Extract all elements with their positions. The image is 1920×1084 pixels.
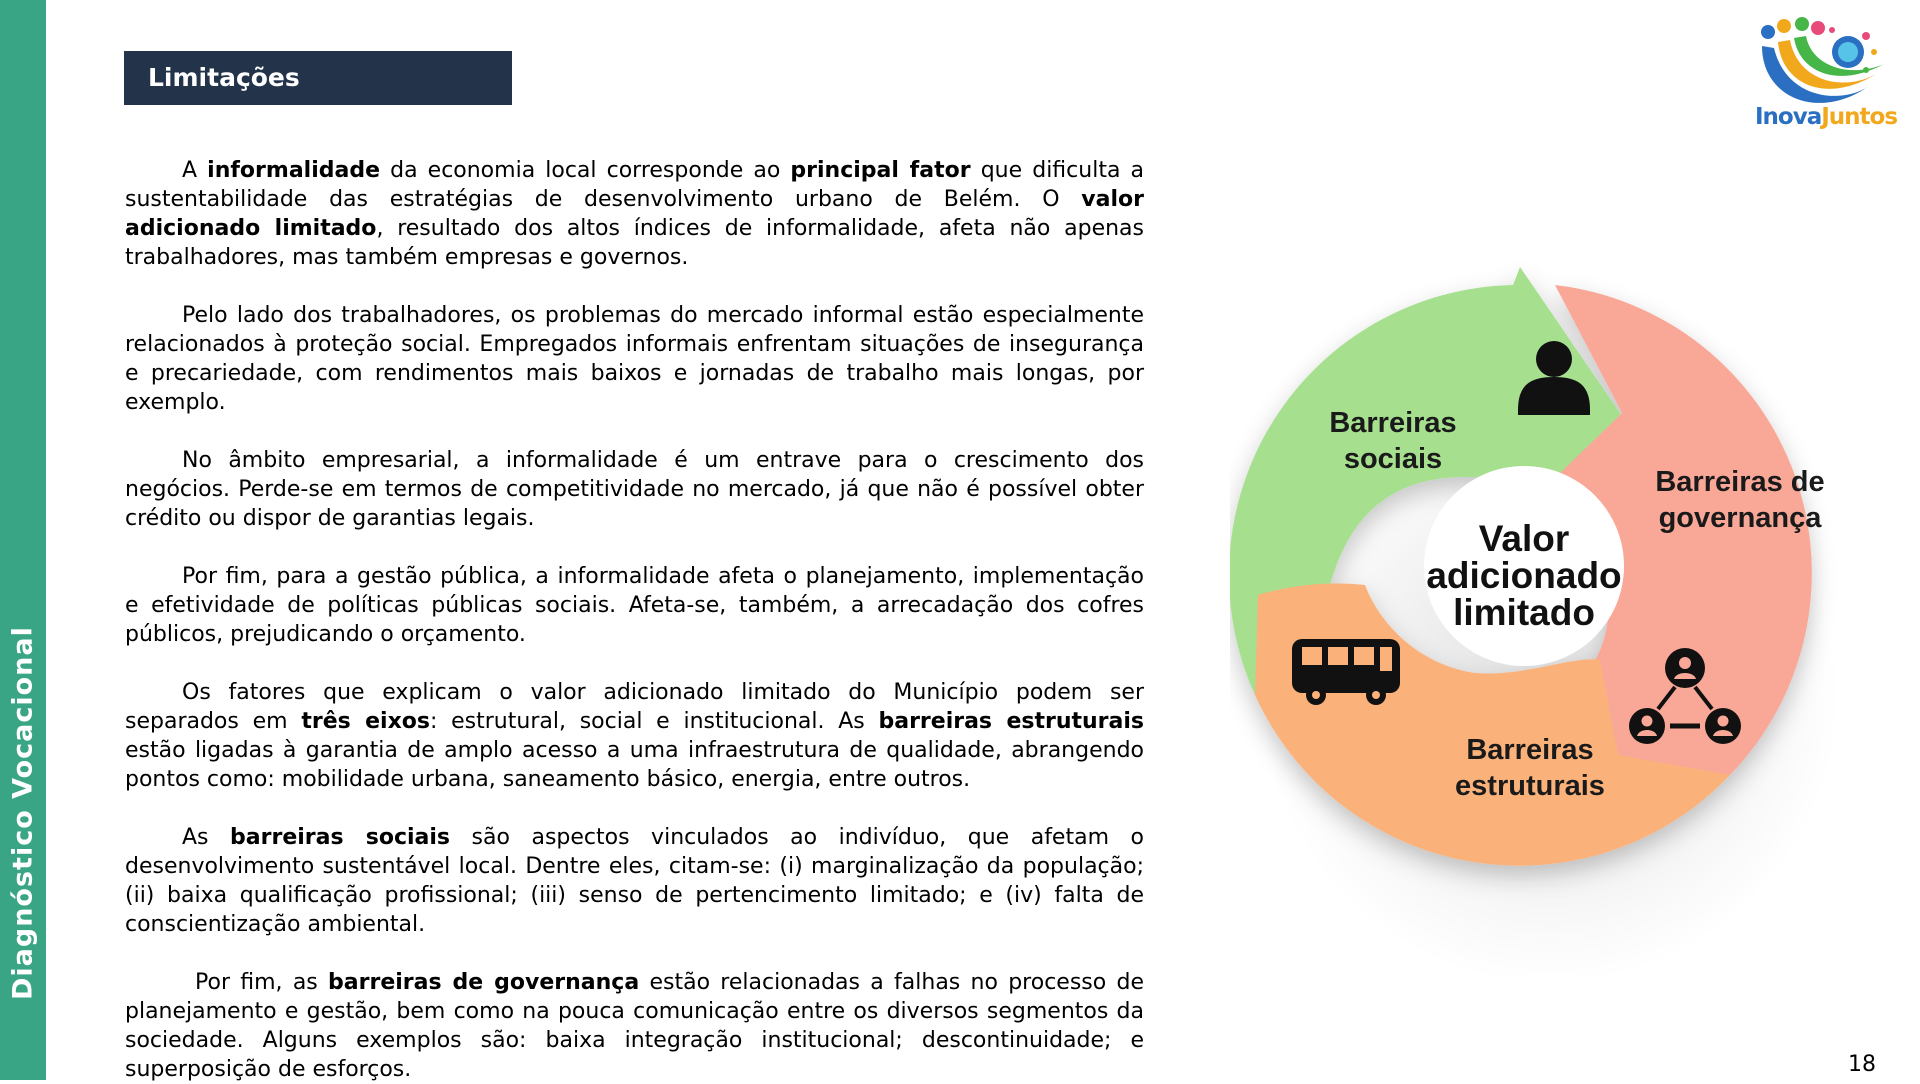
paragraph <box>125 446 1144 533</box>
text-run: são aspectos vinculados ao indivíduo, que afetam o desenvolvimento sustentável local. Dentre eles, citam-se: (i) marginalização da população; (ii) baixa qualificação profissional; (iii) senso de pertencimento limitado; e (iv) falta de conscientização ambiental. <box>125 825 1144 937</box>
text-run: As <box>182 825 231 850</box>
logo-text: InovaJuntos <box>1754 104 1898 130</box>
text-run: Pelo lado dos trabalhadores, os problemas do mercado informal estão especialmente relacionados à proteção social. Empregados informais enfrentam situações de insegurança e precariedade, com rendimentos mais baixos e jornadas de trabalho mais longas, por exemplo. <box>125 303 1144 415</box>
paragraph <box>125 301 1144 417</box>
sidebar-label: Diagnóstico Vocacional <box>7 626 39 1000</box>
text-run: Por fim, para a gestão pública, a informalidade afeta o planejamento, implementação e efetividade de políticas públicas sociais. Afeta-se, também, a arrecadação dos cofres públicos, prejudicando o orçamento. <box>125 564 1144 647</box>
label-estruturais-line1: Barreiras <box>1466 734 1594 766</box>
text-run: da economia local corresponde ao <box>380 158 791 183</box>
label-sociais-line1: Barreiras <box>1329 407 1457 439</box>
sidebar <box>0 0 46 1080</box>
bold-text: barreiras sociais <box>230 825 451 850</box>
label-estruturais-line2: estruturais <box>1455 770 1605 802</box>
text-run: No âmbito empresarial, a informalidade é um entrave para o crescimento dos negócios. Perde-se em termos de competitividade no mercado, já que não é possível obter crédito ou dispor de garantias legais. <box>125 448 1144 531</box>
section-title: Limitações <box>124 51 512 105</box>
center-label-line3: limitado <box>1453 592 1595 633</box>
label-sociais-line2: sociais <box>1343 443 1443 475</box>
bold-text: barreiras de governança <box>328 970 640 995</box>
text-run: : estrutural, social e institucional. As <box>429 709 879 734</box>
paragraph <box>125 562 1144 649</box>
center-label-line2: adicionado <box>1426 555 1622 596</box>
text-run: A <box>182 158 208 183</box>
paragraph <box>125 678 1144 794</box>
cycle-diagram <box>1230 255 1850 975</box>
text-run: , resultado dos altos índices de informalidade, afeta não apenas trabalhadores, mas também empresas e governos. <box>125 216 1145 270</box>
page-number: 18 <box>1848 1052 1876 1077</box>
text-run: Os fatores que explicam o valor adicionado limitado do Município podem ser separados em <box>125 680 1144 734</box>
text-run: estão relacionadas a falhas no processo de planejamento e gestão, bem como na pouca comunicação entre os diversos segmentos da sociedade. Alguns exemplos são: baixa integração institucional; descontinuidade; e superposição de esforços. <box>125 970 1144 1082</box>
paragraph <box>125 823 1144 939</box>
text-run: que dificulta a sustentabilidade das estratégias de desenvolvimento urbano de Belém. O <box>125 158 1144 212</box>
text-run: estão ligadas à garantia de amplo acesso a uma infraestrutura de qualidade, abrangendo pontos como: mobilidade urbana, saneamento básico, energia, entre outros. <box>125 738 1144 792</box>
label-governanca-line2: governança <box>1658 502 1822 534</box>
paragraph <box>125 156 1144 272</box>
bold-text: principal fator <box>790 158 971 183</box>
label-governanca-line1: Barreiras de <box>1655 466 1825 498</box>
bold-text: três eixos <box>301 709 430 734</box>
text-run: Por fim, as <box>195 970 329 995</box>
bold-text: informalidade <box>207 158 381 183</box>
body-text <box>125 156 1144 1084</box>
paragraph <box>125 968 1144 1084</box>
bold-text: barreiras estruturais <box>878 709 1144 734</box>
bold-text: valor adicionado limitado <box>125 187 1144 241</box>
center-label-line1: Valor <box>1478 518 1570 559</box>
